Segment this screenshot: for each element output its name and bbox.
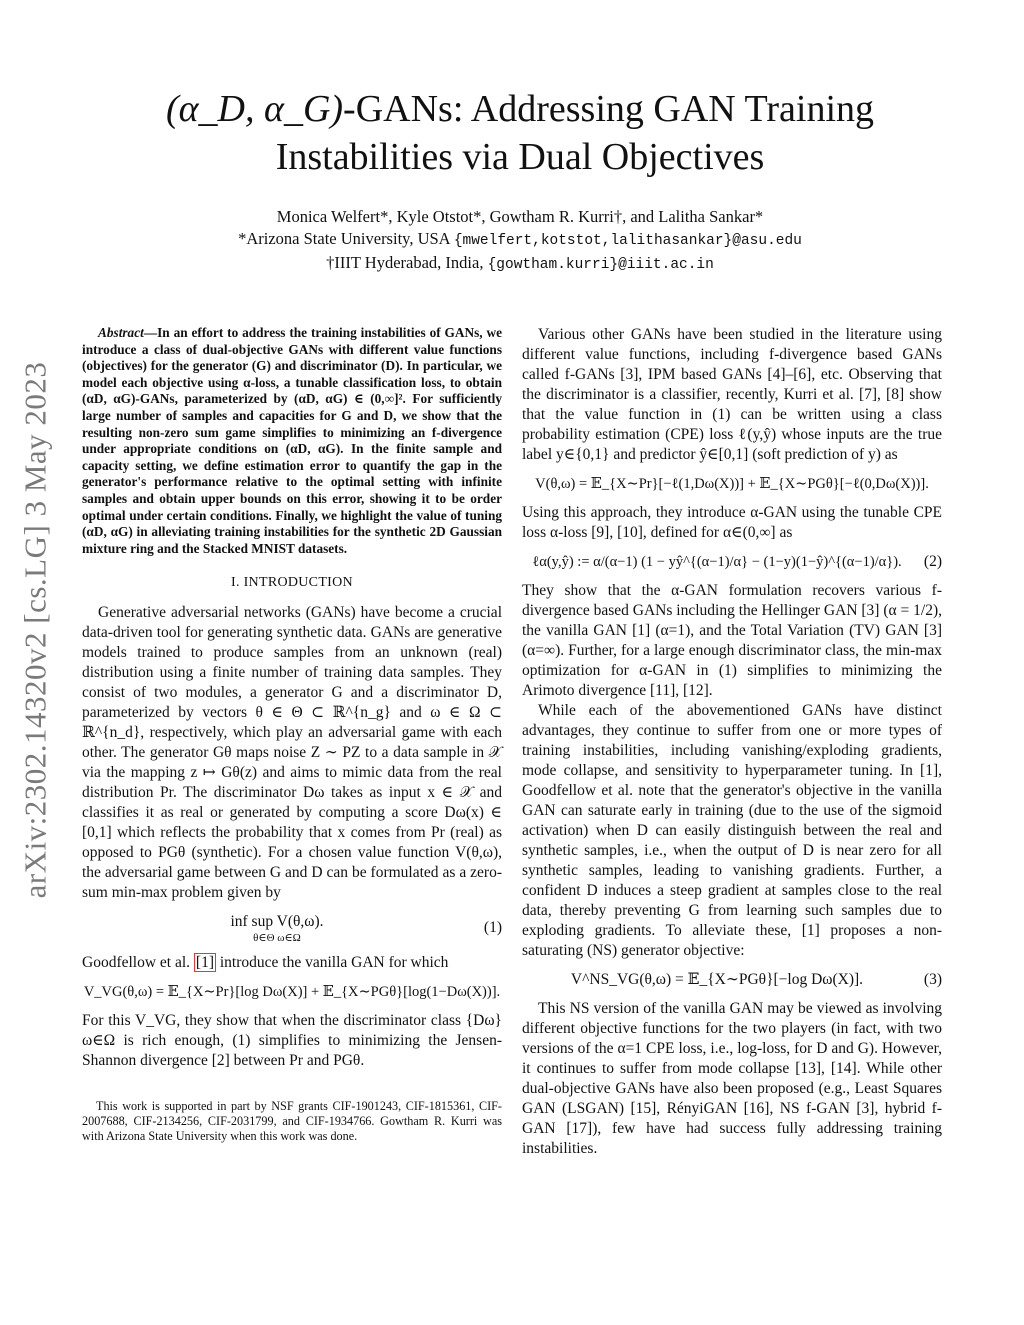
right-paragraph-4: While each of the abovementioned GANs have distinct advantages, they continue to suffer from one or more types of training instabilities, including vanishing/exploding gradients, mode collapse, and sensitivity to hyperparameter tuning. In [1], Goodfellow et al. note that the generator's objective in the vanilla GAN can saturate early in training (due to the use of the sigmoid activation) when D can easily distinguish between the real and synthetic samples, i.e., when the output of D is near zero for all synthetic samples, leading to vanishing gradients. Further, a confident D induces a steep gradient at samples close to the real data, thereby preventing G from learning such samples due to exploding gradients. To alleviate these, [1] proposes a non-saturating (NS) generator objective: <box>522 702 942 959</box>
intro-paragraph-1: Generative adversarial networks (GANs) have become a crucial data-driven tool for generating synthetic data. GANs are generative models trained to produce samples from an unknown (real) distribution using a finite number of training data samples. They consist of two modules, a generator G and a discriminator D, parameterized by vectors θ ∈ Θ ⊂ ℝ^{n_g} and ω ∈ Ω ⊂ ℝ^{n_d}, respectively, which play an adversarial game with each other. The generator Gθ maps noise Z ∼ PZ to a data sample in 𝒳 via the mapping z ↦ Gθ(z) and aims to mimic data from the real distribution Pr. The discriminator Dω takes as input x ∈ 𝒳 and classifies it as real or generated by computing a score Dω(x) ∈ [0,1] which reflects the probability that x comes from Pr (real) as opposed to PGθ (synthetic). For a chosen value function V(θ,ω), the adversarial game between G and D can be formulated as a zero-sum min-max problem given by <box>82 604 502 902</box>
intro-paragraph-2: Goodfellow et al. [1] introduce the vanilla GAN for which <box>82 954 449 972</box>
title-line1: -GANs: Addressing GAN Training <box>343 88 875 130</box>
email-iiit[interactable]: {gowtham.kurri}@iiit.ac.in <box>487 257 714 273</box>
equation-3: V^NS_VG(θ,ω) = 𝔼_{X∼PGθ}[−log Dω(X)]. (3) <box>570 971 942 988</box>
equation-3-number: (3) <box>923 971 942 988</box>
affiliation-1: *Arizona State University, USA {mwelfert,kotstot,lalithasankar}@asu.edu <box>238 229 802 249</box>
equation-2-number: (2) <box>923 553 942 570</box>
section-heading-introduction: I. INTRODUCTION <box>231 575 353 591</box>
affiliation-2: †IIIT Hyderabad, India, {gowtham.kurri}@iiit.ac.in <box>326 253 714 273</box>
paper-title <box>120 85 920 181</box>
author-names: Monica Welfert*, Kyle Otstot*, Gowtham R. Kurri†, and Lalitha Sankar* <box>276 207 764 226</box>
funding-footnote: This work is supported in part by NSF grants CIF-1901243, CIF-1815361, CIF-2007688, CIF-2134256, CIF-2031799, and CIF-1934766. Gowtham R. Kurri was with Arizona State University when this work was done. <box>82 1099 502 1144</box>
abstract-text: —In an effort to address the training instabilities of GANs, we introduce a class of dual-objective GANs with different value functions (objectives) for the generator (G) and discriminator (D). In particular, we model each objective using α-loss, a tunable classification loss, to obtain (αD, αG)-GANs, parameterized by (αD, αG) ∈ (0,∞]². For sufficiently large number of samples and capacities for G and D, we show that the resulting non-zero sum game simplifies to minimizing an f-divergence under appropriate conditions on (αD, αG). In the finite sample and capacity setting, we define estimation error to quantify the gap in the generator's performance relative to the optimal setting with infinite samples and obtain upper bounds on this error, showing it to be order optimal under certain conditions. Finally, we highlight the value of tuning (αD, αG) in alleviating training instabilities for the synthetic 2D Gaussian mixture ring and the Stacked MNIST datasets. <box>82 325 502 556</box>
equation-1 <box>82 912 502 944</box>
equation-v: V(θ,ω) = 𝔼_{X∼Pr}[−ℓ(1,Dω(X))] + 𝔼_{X∼PGθ}[−ℓ(0,Dω(X))]. <box>535 476 929 492</box>
abstract <box>82 325 502 557</box>
equation-1-body: inf sup V(θ,ω). <box>230 913 324 931</box>
arxiv-stamp: arXiv:2302.14320v2 [cs.LG] 3 May 2023 <box>17 361 52 899</box>
right-paragraph-1: Various other GANs have been studied in the literature using different value functions, including f-divergence based GANs called f-GANs [3], IPM based GANs [4]–[6], etc. Observing that the discriminator is a classifier, recently, Kurri et al. [7], [8] show that the value function in (1) can be written using a class probability estimation (CPE) loss ℓ(y,ŷ) whose inputs are the true label y∈{0,1} and predictor ŷ∈[0,1] (soft prediction of y) as <box>522 326 942 463</box>
equation-2: ℓα(y,ŷ) := α/(α−1) (1 − yŷ^{(α−1)/α} − (1−y)(1−ŷ)^{(α−1)/α}). (2) <box>532 553 942 570</box>
left-column <box>82 325 502 1144</box>
right-paragraph-5: This NS version of the vanilla GAN may be viewed as involving different objective functions for the two players (in fact, with two versions of the α=1 CPE loss, i.e., log-loss, for D and G). However, it continues to suffer from mode collapse [13], [14]. While other dual-objective GANs have also been proposed (e.g., Least Squares GAN (LSGAN) [15], RényiGAN [16], NS f-GAN [3], hybrid f-GAN [17]), few have had success fully addressing training instabilities. <box>522 1000 942 1157</box>
title-math-prefix: (α_D, α_G) <box>165 88 344 130</box>
author-block <box>120 206 920 276</box>
right-paragraph-2: Using this approach, they introduce α-GAN using the tunable CPE loss α-loss [9], [10], defined for α∈(0,∞] as <box>522 504 942 541</box>
equation-1-subscript: θ∈Θ ω∈Ω <box>253 932 301 945</box>
right-column <box>522 325 942 1159</box>
email-asu[interactable]: {mwelfert,kotstot,lalithasankar}@asu.edu <box>453 233 802 249</box>
equation-vg: V_VG(θ,ω) = 𝔼_{X∼Pr}[log Dω(X)] + 𝔼_{X∼PGθ}[log(1−Dω(X))]. <box>83 984 501 1001</box>
title-line2: Instabilities via Dual Objectives <box>275 136 765 178</box>
citation-link[interactable]: [1] <box>195 954 214 972</box>
intro-paragraph-3: For this V_VG, they show that when the discriminator class {Dω}ω∈Ω is rich enough, (1) simplifies to minimizing the Jensen-Shannon divergence [2] between Pr and PGθ. <box>82 1012 502 1070</box>
equation-1-number: (1) <box>483 919 502 937</box>
abstract-label: Abstract <box>98 325 144 340</box>
right-paragraph-3: They show that the α-GAN formulation recovers various f-divergence based GANs including the Hellinger GAN [3] (α = 1/2), the vanilla GAN [1] (α=1), and the Total Variation (TV) GAN [3] (α=∞). Further, for a large enough discriminator class, the min-max optimization for α-GAN in (1) simplifies to minimizing the Arimoto divergence [11], [12]. <box>522 582 942 699</box>
